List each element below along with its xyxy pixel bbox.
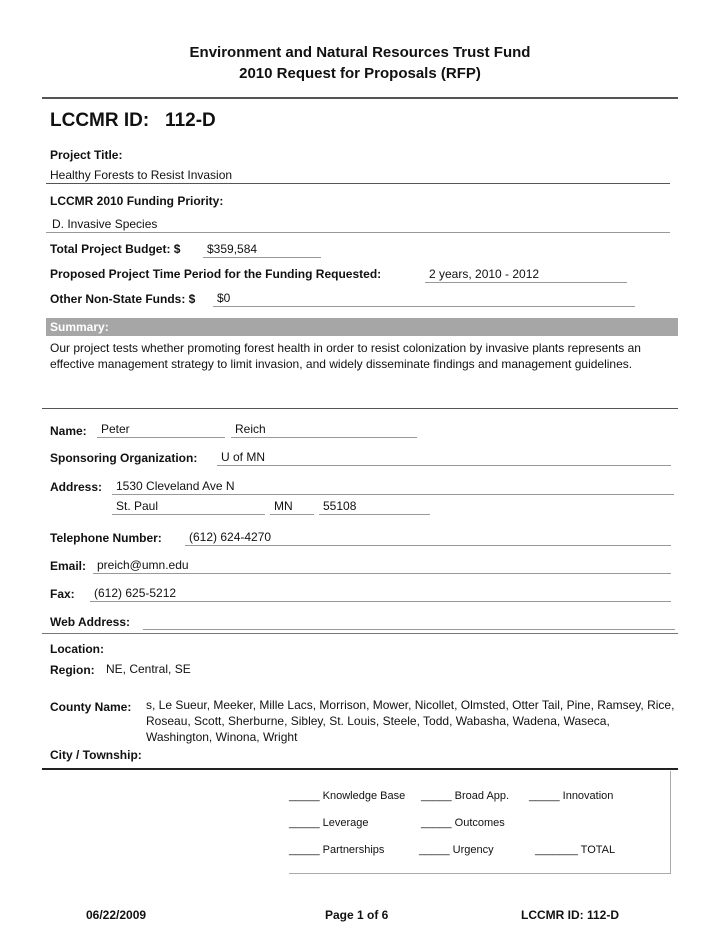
- lccmr-id-heading: [50, 110, 216, 132]
- score-innovation: _____ Innovation: [529, 790, 614, 802]
- project-title-underline: [46, 183, 670, 184]
- summary-divider: [42, 408, 678, 409]
- total-budget-label: Total Project Budget: $: [50, 242, 181, 256]
- footer-date: 06/22/2009: [86, 908, 147, 922]
- document-title-line2: 2010 Request for Proposals (RFP): [239, 65, 481, 82]
- footer-page-number: Page 1 of 6: [325, 908, 389, 922]
- footer-lccmr-id: LCCMR ID: 112-D: [521, 908, 620, 922]
- project-title-label: Project Title:: [50, 148, 123, 162]
- state-underline: [270, 514, 314, 515]
- time-period-label: Proposed Project Time Period for the Funding Requested:: [50, 267, 382, 281]
- score-partnerships: _____ Partnerships: [289, 844, 385, 856]
- email-underline: [93, 573, 671, 574]
- location-divider: [42, 768, 678, 770]
- web-address-label: Web Address:: [50, 615, 131, 629]
- fax-value: (612) 625-5212: [94, 586, 177, 600]
- address-label: Address:: [50, 480, 103, 494]
- non-state-funds-value: $0: [217, 291, 231, 305]
- document-title-line1: Environment and Natural Resources Trust Fund: [189, 44, 531, 61]
- score-urgency: _____ Urgency: [419, 844, 494, 856]
- county-name-value: s, Le Sueur, Meeker, Mille Lacs, Morrison, Mower, Nicollet, Olmsted, Otter Tail, Pine, Ramsey, Rice, Roseau, Scott, Sherburne, Sibley, St. Louis, Steele, Todd, Wabasha, Wadena, Waseca, Washington, Winona, Wright: [146, 698, 675, 744]
- email-value: preich@umn.edu: [97, 558, 189, 572]
- lccmr-id-label: LCCMR ID:: [50, 110, 150, 131]
- score-broad-app: _____ Broad App.: [421, 790, 510, 802]
- funding-priority-underline: [46, 232, 670, 233]
- summary-text: Our project tests whether promoting forest health in order to resist colonization by invasive plants represents an effective management strategy to limit invasion, and widely disseminate findings and management guidelines.: [50, 341, 641, 371]
- summary-header-bar: [46, 318, 678, 336]
- score-knowledge-base: _____ Knowledge Base: [289, 790, 406, 802]
- region-value: NE, Central, SE: [106, 662, 191, 676]
- email-label: Email:: [50, 559, 87, 573]
- first-name-underline: [97, 437, 225, 438]
- telephone-underline: [185, 545, 671, 546]
- contact-divider: [42, 633, 678, 634]
- total-budget-value: $359,584: [207, 242, 258, 256]
- last-name-underline: [231, 437, 417, 438]
- score-total: _______ TOTAL: [535, 844, 616, 856]
- region-label: Region:: [50, 663, 95, 677]
- scoring-box-right-border: [670, 771, 671, 874]
- street-value: 1530 Cleveland Ave N: [116, 479, 235, 493]
- telephone-label: Telephone Number:: [50, 531, 162, 545]
- city-township-label: City / Township:: [50, 748, 142, 762]
- city-underline: [112, 514, 265, 515]
- zip-underline: [319, 514, 430, 515]
- last-name-value: Reich: [235, 422, 266, 436]
- first-name-value: Peter: [101, 422, 130, 436]
- location-label: Location:: [50, 642, 104, 656]
- time-period-underline: [425, 282, 627, 283]
- time-period-value: 2 years, 2010 - 2012: [429, 267, 540, 281]
- city-value: St. Paul: [116, 499, 159, 513]
- project-title-value: Healthy Forests to Resist Invasion: [50, 168, 233, 182]
- fax-underline: [90, 601, 671, 602]
- header-divider: [42, 97, 678, 99]
- total-budget-underline: [203, 257, 321, 258]
- telephone-value: (612) 624-4270: [189, 530, 272, 544]
- summary-label: Summary:: [50, 320, 109, 334]
- non-state-funds-underline: [213, 306, 635, 307]
- lccmr-id-value: 112-D: [165, 110, 216, 131]
- state-value: MN: [274, 499, 293, 513]
- sponsoring-organization-value: U of MN: [221, 450, 266, 464]
- street-underline: [112, 494, 674, 495]
- name-label: Name:: [50, 424, 87, 438]
- sponsoring-organization-label: Sponsoring Organization:: [50, 451, 198, 465]
- county-name-label: County Name:: [50, 700, 132, 714]
- score-leverage: _____ Leverage: [289, 817, 369, 829]
- zip-value: 55108: [323, 499, 357, 513]
- score-outcomes: _____ Outcomes: [421, 817, 505, 829]
- scoring-box-bottom-border: [289, 873, 671, 874]
- funding-priority-label: LCCMR 2010 Funding Priority:: [50, 194, 224, 208]
- sponsoring-organization-underline: [217, 465, 671, 466]
- fax-label: Fax:: [50, 587, 75, 601]
- web-address-underline: [143, 629, 675, 630]
- non-state-funds-label: Other Non-State Funds: $: [50, 292, 196, 306]
- funding-priority-value: D. Invasive Species: [52, 217, 158, 231]
